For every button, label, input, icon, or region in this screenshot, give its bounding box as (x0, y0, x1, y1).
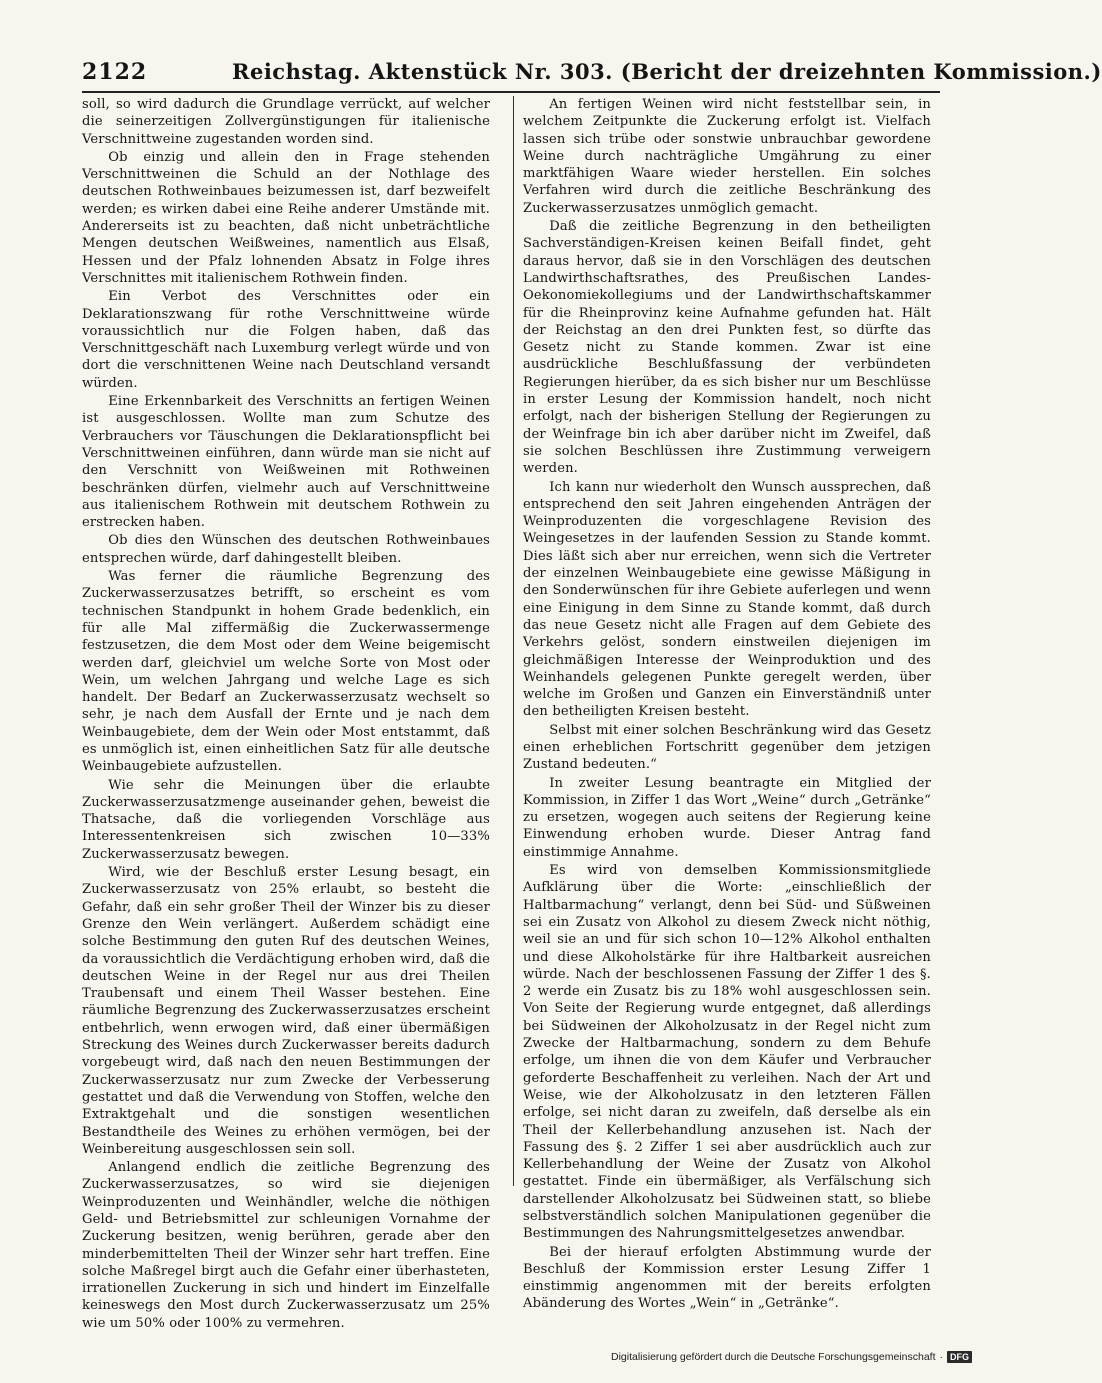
paragraph: In zweiter Lesung beantragte ein Mitglied der Kommission, in Ziffer 1 das Wort „Weine“ durch „Getränke“ zu ersetzen, wogegen auch seitens der Regierung keine Einwendung erhoben wurde. Dieser Antrag fand einstimmige Annahme. (523, 775, 931, 860)
footer-text: Digitalisierung gefördert durch die Deutsche Forschungsgemeinschaft (610, 1351, 936, 1363)
paragraph: Bei der hierauf erfolgten Abstimmung wurde der Beschluß der Kommission erster Lesung Ziffer 1 einstimmig angenommen mit der bereits erfolgten Abänderung des Wortes „Wein“ in „Getränke“. (523, 1244, 931, 1312)
paragraph: Es wird von demselben Kommissionsmitgliede Aufklärung über die Worte: „einschließlich der Haltbarmachung“ verlangt, denn bei Süd- und Süßweinen sei ein Zusatz von Alkohol zu diesem Zweck nicht nöthig, weil sie an und für sich schon 10—12% Alkohol enthalten und diese Alkoholstärke für ihre Haltbarkeit ausreichen würde. Nach der beschlossenen Fassung der Ziffer 1 des §. 2 werde ein Zusatz bis zu 18% wohl ausgeschlossen sein. Von Seite der Regierung wurde entgegnet, daß allerdings bei Südweinen der Alkoholzusatz in der Regel nicht zum Zwecke der Haltbarmachung, sondern zu dem Behufe erfolge, um ihnen die von dem Käufer und Verbraucher geforderte Beschaffenheit zu verleihen. Nach der Art und Weise, wie der Alkoholzusatz in den letzteren Fällen erfolge, sei nicht daran zu zweifeln, daß derselbe als ein Theil der Kellerbehandlung anzusehen ist. Nach der Fassung des §. 2 Ziffer 1 sei aber ausdrücklich auch zur Kellerbehandlung der Weine der Zusatz von Alkohol gestattet. Finde ein übermäßiger, als Verfälschung sich darstellender Alkoholzusatz bei Südweinen statt, so bliebe selbstverständlich solchen Manipulationen gegenüber die Bestimmungen des Nahrungsmittelgesetzes anwendbar. (523, 863, 931, 1242)
paragraph: Ich kann nur wiederholt den Wunsch aussprechen, daß entsprechend den seit Jahren eingehenden Anträgen der Weinproduzenten die vorgeschlagene Revision des Weingesetzes in der laufenden Session zu Stande kommt. Dies läßt sich aber nur erreichen, wenn sich die Vertreter der einzelnen Weinbaugebiete eine gewisse Mäßigung in den Sonderwünschen für ihre Gebiete auferlegen und wenn eine Einigung in dem Sinne zu Stande kommt, daß durch das neue Gesetz nicht alle Fragen auf dem Gebiete des Verkehrs gelöst, sondern einstweilen diejenigen im gleichmäßigen Interesse der Weinproduktion und des Weinhandels gelegenen Punkte geregelt werden, über welche im Großen und Ganzen ein Einverständniß unter den betheiligten Kreisen besteht. (523, 479, 931, 720)
page-number: 2122 (82, 59, 148, 85)
right-column (523, 96, 931, 1312)
paragraph: Wie sehr die Meinungen über die erlaubte Zuckerwasserzusatzmenge auseinander gehen, beweist die Thatsache, daß die vorliegenden Vorschläge aus Interessentenkreisen sich zwischen 10—33% Zuckerwasserzusatz bewegen. (82, 777, 490, 862)
running-title: Reichstag. Aktenstück Nr. 303. (Bericht der dreizehnten Kommission.) (232, 59, 1102, 84)
paragraph: Eine Erkennbarkeit des Verschnitts an fertigen Weinen ist ausgeschlossen. Wollte man zum Schutze des Verbrauchers vor Täuschungen die Deklarationspflicht bei Verschnittweinen einführen, dann würde man sie nicht auf den Verschnitt von Weißweinen mit Rothweinen beschränken dürfen, vielmehr auch auf Verschnittweine aus italienischem Rothwein mit deutschem Rothwein zu erstrecken haben. (82, 394, 490, 531)
paragraph: Selbst mit einer solchen Beschränkung wird das Gesetz einen erheblichen Fortschritt gegenüber dem jetzigen Zustand bedeuten.“ (523, 722, 931, 773)
paragraph: Ein Verbot des Verschnittes oder ein Deklarationszwang für rothe Verschnittweine würde voraussichtlich nur die Folgen haben, daß das Verschnittgeschäft nach Luxemburg verlegt würde und von dort die verschnittenen Weine nach Deutschland versandt würden. (82, 289, 490, 391)
column-divider (513, 96, 514, 1186)
dfg-logo: DFG (947, 1351, 972, 1363)
page-header (82, 57, 1102, 89)
paragraph: An fertigen Weinen wird nicht feststellbar sein, in welchem Zeitpunkte die Zuckerung erfolgt ist. Vielfach lassen sich trübe oder sonstwie unbrauchbar gewordene Weine durch nachträgliche Umgährung zu einer marktfähigen Waare wieder herstellen. Ein solches Verfahren wird durch die zeitliche Beschränkung des Zuckerwasserzusatzes unmöglich gemacht. (523, 97, 931, 216)
paragraph: Ob einzig und allein den in Frage stehenden Verschnittweinen die Schuld an der Nothlage des deutschen Rothweinbaues beizumessen ist, darf bezweifelt werden; es wirken dabei eine Reihe anderer Umstände mit. Andererseits ist zu beachten, daß nicht unbeträchtliche Mengen deutschen Weißweines, namentlich aus Elsaß, Hessen und der Pfalz lohnenden Absatz in Folge ihres Verschnittes mit italienischem Rothwein finden. (82, 149, 490, 286)
header-rule (82, 91, 940, 93)
footer-credit: Digitalisierung gefördert durch die Deutsche Forschungsgemeinschaft · DFG (611, 1351, 972, 1363)
paragraph: Was ferner die räumliche Begrenzung des Zuckerwasserzusatzes betrifft, so erscheint es vom technischen Standpunkt in hohem Grade bedenklich, ein für alle Mal ziffermäßig die Zuckerwassermenge festzusetzen, die dem Most oder dem Weine beigemischt werden darf, gleichviel um welche Sorte von Most oder Wein, um welchen Jahrgang und welche Lage es sich handelt. Der Bedarf an Zuckerwasserzusatz wechselt so sehr, je nach dem Ausfall der Ernte und je nach dem Weinbaugebiete, dem der Wein oder Most entstammt, daß es unmöglich ist, einen einheitlichen Satz für alle deutsche Weinbaugebiete aufzustellen. (82, 569, 490, 775)
left-column (82, 96, 490, 1331)
paragraph: Wird, wie der Beschluß erster Lesung besagt, ein Zuckerwasserzusatz von 25% erlaubt, so besteht die Gefahr, daß ein sehr großer Theil der Winzer bis zu dieser Grenze den Wein verlängert. Außerdem schädigt eine solche Bestimmung den guten Ruf des deutschen Weines, da voraussichtlich die Verdächtigung erhoben wird, daß die deutschen Weine in der Regel nur aus drei Theilen Traubensaft und einem Theil Wasser bestehen. Eine räumliche Begrenzung des Zuckerwasserzusatzes erscheint entbehrlich, wenn erwogen wird, daß einer übermäßigen Streckung des Weines durch Zuckerwasser bereits dadurch vorgebeugt wird, daß nach den neuen Bestimmungen der Zuckerwasserzusatz nur zum Zwecke der Verbesserung gestattet und daß die Verwendung von Stoffen, welche den Extraktgehalt und die sonstigen wesentlichen Bestandtheile des Weines zu erhöhen vermögen, bei der Weinbereitung ausgeschlossen sein soll. (82, 865, 490, 1157)
paragraph: Ob dies den Wünschen des deutschen Rothweinbaues entsprechen würde, darf dahingestellt bleiben. (82, 533, 490, 566)
paragraph: soll, so wird dadurch die Grundlage verrückt, auf welcher die seinerzeitigen Zollvergünstigungen für italienische Verschnittweine zugestanden worden sind. (82, 97, 490, 147)
paragraph: Daß die zeitliche Begrenzung in den betheiligten Sachverständigen-Kreisen keinen Beifall findet, geht daraus hervor, daß sie in den Vorschlägen des deutschen Landwirthschaftsrathes, des Preußischen Landes-Oekonomiekollegiums und der Landwirthschaftskammer für die Rheinprovinz keine Aufnahme gefunden hat. Hält der Reichstag an den drei Punkten fest, so dürfte das Gesetz nicht zu Stande kommen. Zwar ist eine ausdrückliche Beschlußfassung der verbündeten Regierungen hierüber, da es sich bisher nur um Beschlüsse in erster Lesung der Kommission handelt, noch nicht erfolgt, nach der bisherigen Stellung der Regierungen zu der Weinfrage bin ich aber darüber nicht im Zweifel, daß sie solchen Beschlüssen ihre Zustimmung verweigern werden. (523, 219, 931, 477)
paragraph: Anlangend endlich die zeitliche Begrenzung des Zuckerwasserzusatzes, so wird sie diejenigen Weinproduzenten und Weinhändler, welche die nöthigen Geld- und Betriebsmittel zur schleunigen Vornahme der Zuckerung besitzen, wenig berühren, gerade aber den minderbemittelten Theil der Winzer sehr hart treffen. Eine solche Maßregel birgt auch die Gefahr einer überhasteten, irrationellen Zuckerung in sich und hindert im Einzelfalle keineswegs den Most durch Zuckerwasserzusatz um 25% wie um 50% oder 100% zu vermehren. (82, 1160, 490, 1331)
